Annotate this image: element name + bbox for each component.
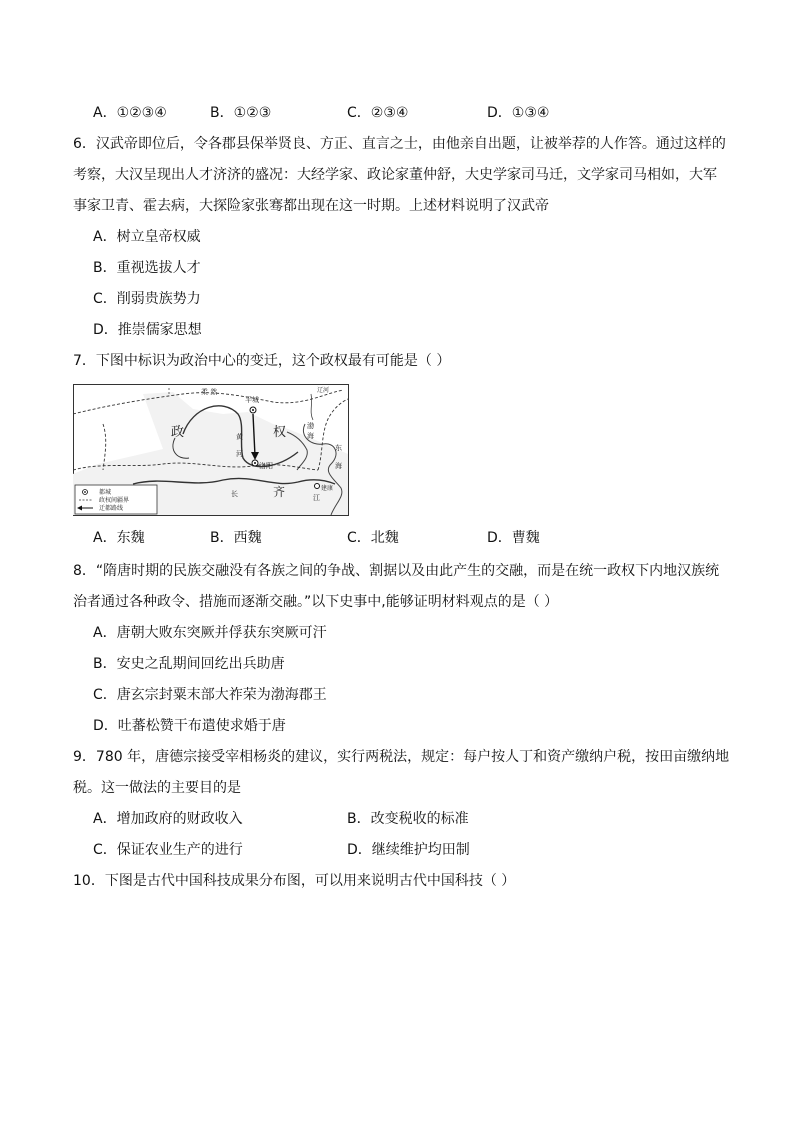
q8-option-a[interactable]: A．唐朝大败东突厥并俘获东突厥可汗 xyxy=(93,625,327,641)
q9-stem-line-2: 税。这一做法的主要目的是 xyxy=(73,780,241,796)
q7-option-a[interactable]: A．东魏 xyxy=(93,530,145,546)
q5-option-d[interactable]: D．①③④ xyxy=(487,105,550,121)
q6-stem-line-1: 6．汉武帝即位后，令各郡县保举贤良、方正、直言之士，由他亲自出题，让被举荐的人作答。通过这样的 xyxy=(73,136,726,152)
map-label-hai-2: 海 xyxy=(335,462,342,470)
q10-stem: 10．下图是古代中国科技成果分布图，可以用来说明古代中国科技（ ） xyxy=(73,873,516,889)
q5-option-c[interactable]: C．②③④ xyxy=(347,105,409,121)
map-label-luoyang: 洛阳 xyxy=(259,462,273,470)
q6-stem-line-3: 事家卫青、霍去病，大探险家张骞都出现在这一时期。上述材料说明了汉武帝 xyxy=(73,198,549,214)
map-label-liaohe: 辽河 xyxy=(317,387,330,394)
q7-option-d[interactable]: D．曹魏 xyxy=(487,530,540,546)
q7-option-c[interactable]: C．北魏 xyxy=(347,530,399,546)
map-label-pingcheng: 平城 xyxy=(245,396,259,404)
q6-option-a[interactable]: A．树立皇帝权威 xyxy=(93,229,201,245)
map-label-qi: 齐 xyxy=(273,485,286,499)
map-legend-route: 迁都路线 xyxy=(99,505,124,512)
q7-map xyxy=(73,384,349,516)
map-label-he: 河 xyxy=(236,450,243,458)
map-label-hai-1: 海 xyxy=(307,432,314,440)
q9-option-c[interactable]: C．保证农业生产的进行 xyxy=(93,842,243,858)
q9-option-b[interactable]: B．改变税收的标准 xyxy=(347,811,469,827)
map-label-dong: 东 xyxy=(335,444,342,452)
map-label-huang: 黄 xyxy=(236,433,243,441)
q7-stem: 7．下图中标识为政治中心的变迁，这个政权最有可能是（ ） xyxy=(73,353,451,369)
q6-option-d[interactable]: D．推崇儒家思想 xyxy=(93,322,202,338)
q8-stem-line-2: 治者通过各种政令、措施而逐渐交融。”以下史事中,能够证明材料观点的是（ ） xyxy=(73,594,559,610)
map-label-rouran: 柔 然 xyxy=(201,388,218,396)
q9-option-a[interactable]: A．增加政府的财政收入 xyxy=(93,811,243,827)
map-legend-border: 政权间疆界 xyxy=(99,497,130,504)
q6-option-c[interactable]: C．削弱贵族势力 xyxy=(93,291,201,307)
map-label-jiang: 江 xyxy=(313,494,320,502)
q6-stem-line-2: 考察，大汉呈现出人才济济的盛况：大经学家、政论家董仲舒，大史学家司马迁，文学家司马相如，大军 xyxy=(73,167,717,183)
q8-option-c[interactable]: C．唐玄宗封粟末部大祚荣为渤海郡王 xyxy=(93,687,327,703)
map-legend-capital: 都城 xyxy=(99,489,112,496)
q5-option-b[interactable]: B．①②③ xyxy=(210,105,272,121)
map-label-zheng: 政 xyxy=(171,425,185,440)
q7-option-b[interactable]: B．西魏 xyxy=(210,530,262,546)
q9-option-d[interactable]: D．继续维护均田制 xyxy=(347,842,470,858)
q8-stem-line-1: 8．“隋唐时期的民族交融没有各族之间的争战、割据以及由此产生的交融，而是在统一政权下内地汉族统 xyxy=(73,563,720,579)
q8-option-d[interactable]: D．吐蕃松赞干布遣使求婚于唐 xyxy=(93,718,286,734)
q6-option-b[interactable]: B．重视选拔人才 xyxy=(93,260,201,276)
map-label-quan: 权 xyxy=(273,425,287,440)
map-label-bo: 渤 xyxy=(307,422,314,430)
q5-option-a[interactable]: A．①②③④ xyxy=(93,105,167,121)
map-label-jiankang: 建康 xyxy=(321,485,334,492)
map-label-chang: 长 xyxy=(231,490,238,498)
q8-option-b[interactable]: B．安史之乱期间回纥出兵助唐 xyxy=(93,656,285,672)
q9-stem-line-1: 9．780 年，唐德宗接受宰相杨炎的建议，实行两税法，规定：每户按人丁和资产缴纳户税，按田亩缴纳地 xyxy=(73,749,730,765)
